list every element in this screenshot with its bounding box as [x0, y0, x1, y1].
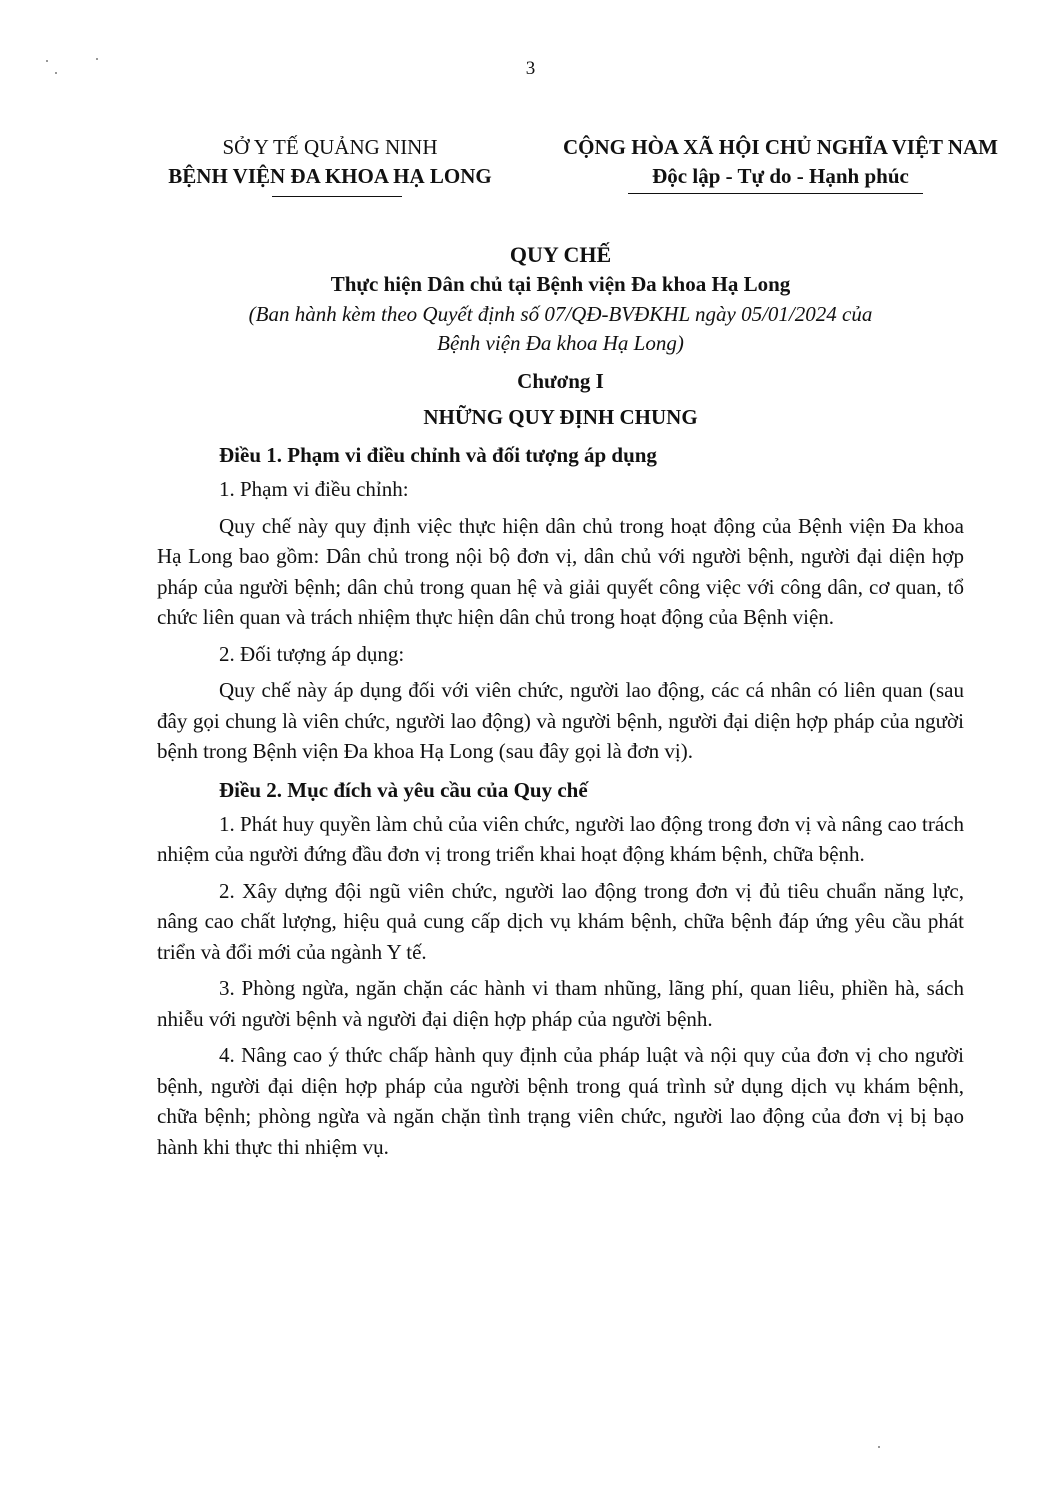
agency-underline: [272, 196, 402, 197]
issuance-note: [157, 300, 964, 358]
document-subtitle: Thực hiện Dân chủ tại Bệnh viện Đa khoa Hạ Long: [330, 272, 791, 296]
document-body: [157, 240, 964, 1162]
agency-name: BỆNH VIỆN ĐA KHOA HẠ LONG: [168, 164, 492, 188]
article-2-paragraph-1: 1. Phát huy quyền làm chủ của viên chức, người lao động trong đơn vị và nâng cao trách nhiệm của người đứng đầu đơn vị trong triển khai hoạt động khám bệnh, chữa bệnh.: [157, 811, 964, 866]
national-title: CỘNG HÒA XÃ HỘI CHỦ NGHĨA VIỆT NAM: [562, 135, 999, 159]
article-2-paragraph-3: 3. Phòng ngừa, ngăn chặn các hành vi tham nhũng, lãng phí, quan liêu, phiền hà, sách nhiễu với người bệnh và người đại diện hợp pháp của người bệnh.: [157, 976, 964, 1031]
article-1-item-2-text: Quy chế này áp dụng đối với viên chức, người lao động, các cá nhân có liên quan (sau đây gọi chung là viên chức, người lao động) và người bệnh, người đại diện hợp pháp của người bệnh trong Bệnh viện Đa khoa Hạ Long (sau đây gọi là đơn vị).: [157, 678, 964, 763]
issuance-line-1: (Ban hành kèm theo Quyết định số 07/QĐ-BVĐKHL ngày 05/01/2024 của: [248, 302, 873, 326]
national-header: [528, 133, 1033, 191]
issuance-line-2: Bệnh viện Đa khoa Hạ Long): [437, 331, 684, 355]
article-1-heading: Điều 1. Phạm vi điều chỉnh và đối tượng áp dụng: [219, 443, 657, 467]
article-1-item-1-title: 1. Phạm vi điều chỉnh:: [219, 477, 409, 501]
chapter-title: NHỮNG QUY ĐỊNH CHUNG: [423, 405, 698, 429]
chapter-number: Chương I: [517, 369, 604, 393]
page-number: 3: [525, 58, 536, 79]
national-motto: Độc lập - Tự do - Hạnh phúc: [652, 164, 909, 188]
document-title: QUY CHẾ: [509, 242, 612, 267]
agency-parent: SỞ Y TẾ QUẢNG NINH: [222, 135, 438, 159]
agency-header: [130, 133, 530, 191]
article-2-paragraph-2: 2. Xây dựng đội ngũ viên chức, người lao động trong đơn vị đủ tiêu chuẩn năng lực, nâng cao chất lượng, hiệu quả cung cấp dịch vụ khám bệnh, chữa bệnh đáp ứng yêu cầu phát triển và đổi mới của ngành Y tế.: [157, 878, 964, 964]
article-2-paragraph-4: 4. Nâng cao ý thức chấp hành quy định của pháp luật và nội quy của đơn vị cho người bệnh, người đại diện hợp pháp của người bệnh trong quá trình sử dụng dịch vụ khám bệnh, chữa bệnh; phòng ngừa và ngăn chặn tình trạng viên chức, người lao động của đơn vị bị bạo hành khi thực thi nhiệm vụ.: [157, 1043, 964, 1159]
motto-underline: [628, 193, 923, 194]
article-1-item-1-text: Quy chế này quy định việc thực hiện dân chủ trong hoạt động của Bệnh viện Đa khoa Hạ Long bao gồm: Dân chủ trong nội bộ đơn vị, dân chủ với người bệnh, người đại diện hợp pháp của người bệnh; dân chủ trong quan hệ và giải quyết công việc với công dân, cơ quan, tổ chức liên quan và trách nhiệm thực hiện dân chủ trong hoạt động của Bệnh viện.: [157, 513, 964, 629]
article-1-item-2-title: 2. Đối tượng áp dụng:: [219, 641, 405, 666]
scan-speck: [878, 1446, 880, 1448]
article-2-heading: Điều 2. Mục đích và yêu cầu của Quy chế: [219, 777, 588, 802]
